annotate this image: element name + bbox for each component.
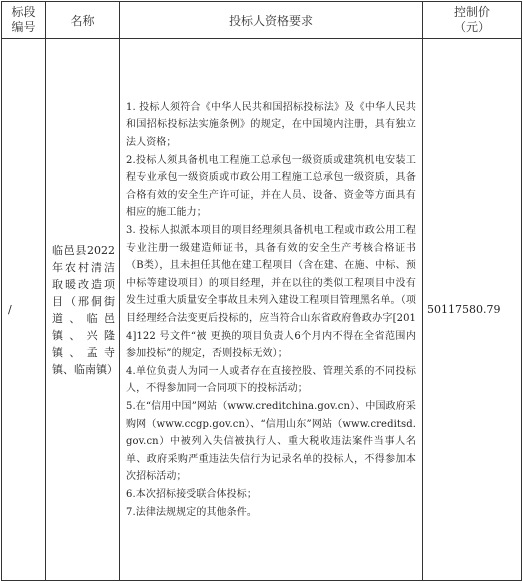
header-name: 名称	[46, 2, 120, 39]
requirement-item-6: 6.本次招标接受联合体投标；	[126, 488, 257, 500]
section-no-cell: /	[2, 39, 46, 581]
requirement-item-1: 1. 投标人须符合《中华人民共和国招标投标法》及《中华人民共和国招标投标法实施条例》的规定，在中国境内注册，具有独立法人资格；	[126, 101, 416, 149]
header-section-no-bottom: 编号	[11, 20, 36, 34]
header-price-top: 控制价	[453, 5, 490, 19]
requirement-item-2: 2.投标人须具备机电工程施工总承包一级资质或建筑机电安装工程专业承包一级资质或市政公用工程施工总承包一级资质，具备合格有效的安全生产许可证，并在人员、设备、资金等方面具有相应的施工能力；	[126, 154, 416, 219]
header-requirements: 投标人资格要求	[120, 2, 423, 39]
control-price-cell: 50117580.79	[423, 39, 522, 581]
header-section-no	[2, 2, 46, 39]
header-price-bottom: （元）	[453, 20, 490, 34]
requirement-item-7: 7.法律法规规定的其他条件。	[126, 506, 257, 518]
table-header-row	[2, 2, 522, 39]
requirement-item-5: 5.在“信用中国”网站（www.creditchina.gov.cn）、中国政府采购网（www.ccgp.gov.cn）、“信用山东”网站（www.creditsd.gov.cn）中被列入失信被执行人、重大税收违法案件当事人名单、政府采购严重违法失信行为记录名单的投标人，不得参加本次招标活动；	[126, 400, 416, 483]
requirement-item-3: 3. 投标人拟派本项目的项目经理须具备机电工程或市政公用工程专业注册一级建造师证书，具备有效的安全生产考核合格证书（B类），且未担任其他在建工程项目（含在建、在施、中标、预中标等建设项目）的项目经理，并在以往的类似工程项目中没有发生过重大质量安全事故且未列入建设工程项目管理黑名单。（项目经理经合法变更后投标的，应当符合山东省政府鲁政办字[2014]122 号文件“被 更换的项目负责人6个月内不得在全省范围内参加投标”的规定，否则投标无效）；	[126, 225, 416, 360]
header-control-price	[423, 2, 522, 39]
qualification-table	[1, 1, 522, 581]
table-row	[2, 39, 522, 581]
project-name-cell: 临邑县2022年农村清洁取暖改造项目（邢侗街道、临邑镇、兴隆镇、孟寺镇、临南镇）	[46, 39, 120, 581]
requirement-item-4: 4.单位负责人为同一人或者存在直接控股、管理关系的不同投标人，不得参加同一合同项下的投标活动；	[126, 365, 416, 395]
requirements-cell	[120, 39, 423, 581]
header-section-no-top: 标段	[11, 5, 36, 19]
